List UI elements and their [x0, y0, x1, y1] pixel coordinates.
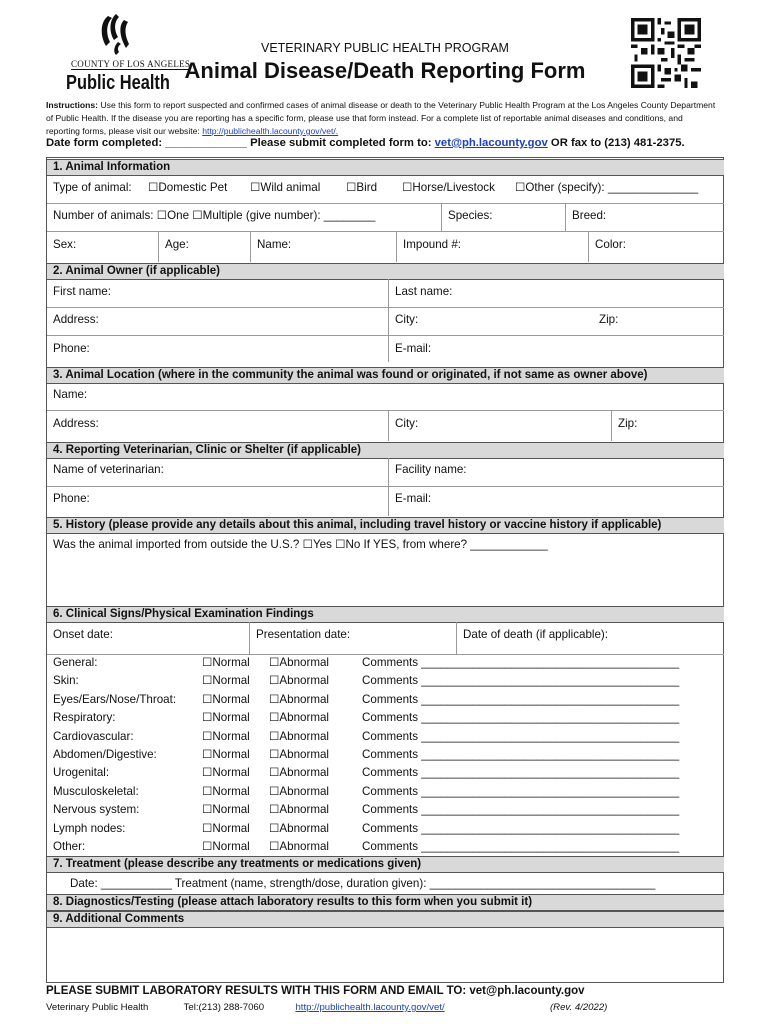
checkbox-domestic-pet[interactable]: ☐Domestic Pet — [148, 181, 228, 194]
vet-phone-field[interactable]: Phone: — [53, 492, 90, 505]
treatment-field[interactable]: Date: ___________ Treatment (name, strength/dose, duration given): ___________________________________ — [70, 877, 656, 890]
section-7-header: 7. Treatment (please describe any treatments or medications given) — [47, 856, 724, 873]
checkbox-normal[interactable]: ☐Normal — [202, 674, 250, 688]
age-field[interactable]: Age: — [165, 238, 189, 251]
section-3-header: 3. Animal Location (where in the community the animal was found or originated, if not same as owner above) — [47, 367, 724, 384]
comments-field[interactable]: Comments ________________________________________ — [362, 656, 680, 669]
section-1-header: 1. Animal Information — [47, 159, 724, 176]
checkbox-abnormal[interactable]: ☐Abnormal — [269, 729, 330, 743]
species-field[interactable]: Species: — [448, 209, 493, 222]
section-6-header: 6. Clinical Signs/Physical Examination Findings — [47, 606, 724, 623]
date-completed-line — [46, 137, 726, 149]
animal-type-label: Type of animal: — [53, 181, 132, 194]
additional-comments-area[interactable] — [47, 928, 724, 982]
system-label: Lymph nodes: — [53, 821, 126, 835]
checkbox-abnormal[interactable]: ☐Abnormal — [269, 692, 330, 706]
impound-number-field[interactable]: Impound #: — [403, 238, 462, 251]
system-label: Eyes/Ears/Nose/Throat: — [53, 692, 177, 706]
owner-address-field[interactable]: Address: — [53, 313, 99, 326]
imported-question-field[interactable]: Was the animal imported from outside the U.S.? ☐Yes ☐No If YES, from where? ____________ — [53, 538, 548, 551]
program-name: VETERINARY PUBLIC HEALTH PROGRAM — [261, 41, 509, 55]
agency-name: Public Health — [66, 72, 170, 94]
system-label: Cardiovascular: — [53, 729, 134, 743]
comments-field[interactable]: Comments ________________________________________ — [362, 803, 680, 817]
location-city-field[interactable]: City: — [395, 417, 419, 430]
checkbox-normal[interactable]: ☐Normal — [202, 711, 250, 725]
comments-field[interactable]: Comments ________________________________________ — [362, 711, 680, 725]
checkbox-normal[interactable]: ☐Normal — [202, 656, 250, 669]
animal-name-field[interactable]: Name: — [257, 238, 292, 251]
section-8-header: 8. Diagnostics/Testing (please attach laboratory results to this form when you submit it) — [47, 894, 724, 911]
comments-field[interactable]: Comments ________________________________________ — [362, 840, 680, 853]
footer-submit-notice: PLEASE SUBMIT LABORATORY RESULTS WITH THIS FORM AND EMAIL TO: vet@ph.lacounty.gov — [46, 985, 585, 997]
instructions — [46, 99, 718, 138]
checkbox-abnormal[interactable]: ☐Abnormal — [269, 711, 330, 725]
color-field[interactable]: Color: — [595, 238, 626, 251]
checkbox-normal[interactable]: ☐Normal — [202, 729, 250, 743]
location-name-field[interactable]: Name: — [53, 388, 88, 401]
footer-revision: (Rev. 4/2022) — [549, 1002, 608, 1013]
checkbox-abnormal[interactable]: ☐Abnormal — [269, 674, 330, 688]
qr-code-icon — [631, 18, 701, 88]
onset-date-field[interactable]: Onset date: — [53, 628, 113, 641]
checkbox-abnormal[interactable]: ☐Abnormal — [269, 766, 330, 780]
section-5-header: 5. History (please provide any details about this animal, including travel history or vaccine history if applicable) — [47, 517, 724, 534]
section-2-header: 2. Animal Owner (if applicable) — [47, 263, 724, 280]
comments-field[interactable]: Comments ________________________________________ — [362, 748, 680, 761]
breed-field[interactable]: Breed: — [572, 209, 607, 222]
checkbox-normal[interactable]: ☐Normal — [202, 821, 250, 835]
checkbox-abnormal[interactable]: ☐Abnormal — [269, 840, 330, 853]
checkbox-horse-livestock[interactable]: ☐Horse/Livestock — [402, 181, 495, 194]
system-label: Respiratory: — [53, 711, 116, 725]
checkbox-wild-animal[interactable]: ☐Wild animal — [250, 181, 321, 194]
footer-contact — [46, 1002, 607, 1013]
owner-email-field[interactable]: E-mail: — [395, 342, 432, 355]
system-label: Nervous system: — [53, 803, 140, 817]
comments-field[interactable]: Comments ________________________________________ — [362, 821, 680, 835]
form-title: Animal Disease/Death Reporting Form — [184, 58, 586, 83]
system-label: General: — [53, 656, 98, 669]
system-label: Abdomen/Digestive: — [53, 748, 157, 761]
date-completed-field[interactable]: Date form completed: _____________ Please submit completed form to: — [46, 137, 432, 149]
owner-city-field[interactable]: City: — [395, 313, 419, 326]
owner-first-name-field[interactable]: First name: — [53, 285, 111, 298]
instructions-text: Use this form to report suspected and confirmed cases of animal disease or death to the Veterinary Public Health Program at the Los Angeles County Department of Public Health. If the disease you are reporting has a specific form, please use that form instead. For a complete list of reportable animal diseases and conditions, and reporting forms, please visit our website: — [46, 100, 716, 136]
comments-field[interactable]: Comments ________________________________________ — [362, 729, 680, 743]
submit-email-link[interactable]: vet@ph.lacounty.gov — [434, 137, 548, 149]
checkbox-abnormal[interactable]: ☐Abnormal — [269, 784, 330, 798]
checkbox-bird[interactable]: ☐Bird — [346, 181, 378, 194]
comments-field[interactable]: Comments ________________________________________ — [362, 692, 680, 706]
owner-last-name-field[interactable]: Last name: — [395, 285, 453, 298]
comments-field[interactable]: Comments ________________________________________ — [362, 784, 680, 798]
system-label: Musculoskeletal: — [53, 784, 139, 798]
county-name: COUNTY OF LOS ANGELES — [71, 59, 191, 69]
instructions-website-link[interactable]: http://publichealth.lacounty.gov/vet/. — [202, 126, 339, 136]
checkbox-normal[interactable]: ☐Normal — [202, 803, 250, 817]
comments-field[interactable]: Comments ________________________________________ — [362, 674, 680, 688]
instructions-label: Instructions: — [46, 100, 99, 110]
checkbox-normal[interactable]: ☐Normal — [202, 840, 250, 853]
presentation-date-field[interactable]: Presentation date: — [256, 628, 351, 641]
number-of-animals-field[interactable]: Number of animals: ☐One ☐Multiple (give number): ________ — [53, 209, 376, 222]
location-address-field[interactable]: Address: — [53, 417, 99, 430]
section-4-header: 4. Reporting Veterinarian, Clinic or Shelter (if applicable) — [47, 442, 724, 459]
checkbox-other-specify[interactable]: ☐Other (specify): ______________ — [515, 181, 699, 194]
sex-field[interactable]: Sex: — [53, 238, 77, 251]
facility-name-field[interactable]: Facility name: — [395, 463, 467, 476]
footer-org: Veterinary Public Health — [46, 1002, 149, 1013]
footer-website-link[interactable]: http://publichealth.lacounty.gov/vet/ — [295, 1002, 445, 1013]
checkbox-abnormal[interactable]: ☐Abnormal — [269, 656, 330, 669]
system-label: Other: — [53, 840, 86, 853]
system-label: Skin: — [53, 674, 79, 688]
location-zip-field[interactable]: Zip: — [618, 417, 638, 430]
section-9-header: 9. Additional Comments — [47, 911, 724, 928]
checkbox-normal[interactable]: ☐Normal — [202, 784, 250, 798]
checkbox-normal[interactable]: ☐Normal — [202, 692, 250, 706]
owner-zip-field[interactable]: Zip: — [599, 313, 619, 326]
fax-text: OR fax to (213) 481-2375. — [550, 137, 685, 149]
system-label: Urogenital: — [53, 766, 110, 780]
owner-phone-field[interactable]: Phone: — [53, 342, 90, 355]
checkbox-abnormal[interactable]: ☐Abnormal — [269, 803, 330, 817]
checkbox-normal[interactable]: ☐Normal — [202, 766, 250, 780]
checkbox-abnormal[interactable]: ☐Abnormal — [269, 748, 330, 761]
veterinarian-name-field[interactable]: Name of veterinarian: — [53, 463, 164, 476]
comments-field[interactable]: Comments ________________________________________ — [362, 766, 680, 780]
footer-phone: Tel:(213) 288-7060 — [183, 1002, 265, 1013]
checkbox-normal[interactable]: ☐Normal — [202, 748, 250, 761]
vet-email-field[interactable]: E-mail: — [395, 492, 432, 505]
date-of-death-field[interactable]: Date of death (if applicable): — [463, 628, 609, 641]
checkbox-abnormal[interactable]: ☐Abnormal — [269, 821, 330, 835]
